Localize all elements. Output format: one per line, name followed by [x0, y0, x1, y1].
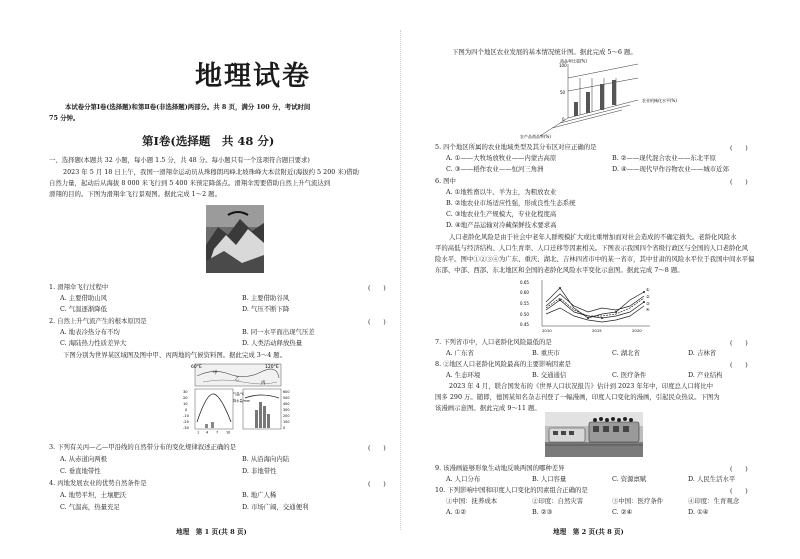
- passage-4-line2: 平的高低与经济结构、人口生育率、人口迁移等因素相关。下图表示我国四个省级行政区与全国的人口老龄化风: [435, 244, 749, 252]
- q10-option-a: A. ①②: [446, 508, 467, 516]
- q10-option-c: C. ②④: [612, 508, 633, 516]
- question-10: 10. 下列影响中国和印度人口变化的因素组合正确的是: [435, 486, 588, 494]
- y-right-0: 0: [283, 426, 286, 430]
- tick-100: 100: [559, 63, 567, 68]
- y-left-0: 0: [185, 408, 188, 412]
- question-9: 9. 该漫画能够形象生动地反映两国的哪种差异: [435, 464, 565, 472]
- q2-option-a: A. 地表冷热分布不均: [60, 328, 120, 336]
- map-city-jia: 甲: [213, 371, 218, 376]
- ytick-065: 0.65: [520, 280, 529, 285]
- y-right-100: 100: [283, 420, 290, 424]
- q6-option-d: D. ④地产品运输对冷藏保鲜技术要求高: [446, 221, 557, 229]
- exam-intro-line2: 75 分钟。: [49, 114, 80, 122]
- q1-option-d: D. 气压不断下降: [242, 305, 290, 313]
- page-divider: [400, 30, 401, 530]
- line-tag-4: ④: [646, 307, 650, 312]
- answer-paren-4: ( ): [368, 480, 386, 488]
- y-left-10: 10: [183, 402, 188, 406]
- answer-paren-1: ( ): [368, 284, 386, 292]
- tick-0: 0: [562, 117, 565, 122]
- passage-5-line2: 国多 290 万。随即，德国某知名杂志刊登了一幅漫画，印度人口变化的漫画，引起民众热议。下图为: [435, 393, 720, 401]
- part1-heading: 第Ⅰ卷(选择题 共 48 分): [142, 134, 275, 148]
- q10-statement-2: ②印度：自然灾害: [532, 497, 584, 505]
- right-footer: 地理 第 2 页(共 8 页): [553, 528, 624, 536]
- passage-2: 下图分别为世界某区域图及图中甲、丙两地的气候资料图。据此完成 3～4 题。: [63, 351, 287, 359]
- question-7: 7. 下列省市中，人口老龄化风险最低的是: [435, 338, 552, 346]
- x-month-4: 4: [206, 430, 209, 434]
- region-map-figure: [183, 362, 293, 434]
- ytick-055: 0.55: [520, 301, 529, 306]
- q4-option-a: A. 地势平坦，土壤肥沃: [60, 491, 127, 499]
- answer-paren-10: ( ): [730, 487, 748, 495]
- question-6: 6. 图中: [435, 177, 456, 185]
- ytick-045: 0.45: [520, 322, 529, 327]
- q3-option-b: B. 从沿海向内陆: [242, 455, 290, 463]
- y-right-600: 600: [283, 390, 290, 394]
- x-month-10: 10: [226, 430, 231, 434]
- ageing-risk-line-chart: [520, 278, 658, 334]
- xtick-2010: 2010: [542, 328, 552, 333]
- answer-paren-8: ( ): [730, 361, 748, 369]
- line-tag-2: ②: [646, 294, 650, 299]
- passage-4-line1: 人口老龄化风险是由于社会中老年人群规模扩大或比重增加而对社会造成的不确定损失。老龄化风险水: [449, 233, 737, 241]
- passage-5-line1: 2023 年 4 月，联合国发布的《世界人口状况报告》估计到 2023 年年中，印度总人口将比中: [449, 382, 714, 390]
- q7-option-a: A. 广东省: [446, 349, 474, 357]
- passage-1-line2: 自然力量，起动后从海拔 8 000 米飞行到 5 400 米预定降落点。滑翔伞需要借助自然上升气流达到: [49, 179, 331, 187]
- y-right-300: 300: [283, 408, 290, 412]
- xtick-2020: 2020: [632, 328, 642, 333]
- question-3: 3. 下列有关丙—乙—甲沿线的自然带分布的变化规律叙述正确的是: [49, 443, 237, 451]
- map-lon2: 120°E: [265, 365, 279, 370]
- question-5: 5. 四个地区所属的农业地域类型及其分布区对应正确的是: [435, 143, 597, 151]
- tick-50: 50: [560, 90, 566, 95]
- q6-option-a: A. ①地牲畜以牛、羊为主，为粗放农业: [446, 188, 557, 196]
- q10-option-d: D. ①④: [688, 508, 709, 516]
- answer-paren-2: ( ): [368, 318, 386, 326]
- x-month-1: 1: [197, 430, 200, 434]
- y-left-20: 20: [183, 396, 188, 400]
- temp-label: 气温/℃: [233, 392, 245, 396]
- section1-heading: 一、选择题(本题共 32 小题，每小题 1.5 分，共 48 分。每小题只有一个选项符合题目要求): [49, 156, 310, 164]
- q1-option-c: C. 气温逐渐降低: [60, 305, 108, 313]
- q9-option-a: A. 人口分布: [446, 475, 481, 483]
- q4-option-c: C. 气温高，热量充足: [60, 503, 120, 511]
- y-left-n20: -20: [183, 420, 189, 424]
- q8-option-a: A. 生态环境: [446, 371, 481, 379]
- q5-option-d: D. ④——现代早作谷物农业——城市近郊: [612, 165, 729, 173]
- q2-option-d: D. 人类活动释放热量: [242, 339, 303, 347]
- y-right-500: 500: [283, 396, 290, 400]
- answer-paren-5: ( ): [730, 144, 748, 152]
- question-4: 4. 丙地发展农业的优势自然条件是: [49, 479, 147, 487]
- precip-label: 降水量/mm: [233, 399, 250, 403]
- passage-3: 下图为四个地区农业发展的基本情况统计图。据此完成 5～6 题。: [452, 48, 637, 56]
- y-left-n30: -30: [183, 426, 189, 430]
- x-month-7: 7: [216, 430, 219, 434]
- question-8: 8. ②地区人口老龄化风险最高的主要影响因素是: [435, 360, 571, 368]
- agriculture-3d-chart: [520, 58, 695, 140]
- q9-option-b: B. 人口容量: [532, 475, 567, 483]
- q10-statement-3: ③中国：医疗条件: [612, 497, 664, 505]
- q7-option-d: D. 吉林省: [688, 349, 717, 357]
- passage-1-line3: 滑翔的目的。下图为滑翔伞飞行景观图。据此完成 1～2 题。: [49, 190, 221, 198]
- exam-intro-line1: 本试卷分第Ⅰ卷(选择题)和第Ⅱ卷(非选择题)两部分。共 8 页，满分 100 分，考试时间: [65, 103, 311, 111]
- xtick-2015: 2015: [592, 328, 602, 333]
- answer-paren-6: ( ): [730, 178, 748, 186]
- q3-option-d: D. 非地带性: [242, 467, 277, 475]
- paraglider-photo: [206, 205, 264, 273]
- q10-option-b: B. ②③: [532, 508, 553, 516]
- ytick-050: 0.50: [520, 312, 529, 317]
- q4-option-b: B. 地广人稀: [242, 491, 277, 499]
- ytick-060: 0.60: [520, 290, 529, 295]
- y-left-n10: -10: [183, 414, 189, 418]
- page-title: 地理试卷: [195, 61, 311, 92]
- question-2: 2. 自然上升气流产生的根本原因是: [49, 317, 147, 325]
- q3-option-a: A. 从赤道向两极: [60, 455, 108, 463]
- axis-label-2: 农业机械化水平(%): [642, 98, 677, 103]
- q6-option-c: C. ③地农业生产规模大，专业化程度高: [446, 210, 557, 218]
- q8-option-c: C. 医疗条件: [612, 371, 647, 379]
- q7-option-c: C. 湖北省: [612, 349, 640, 357]
- y-right-400: 400: [283, 402, 290, 406]
- q5-option-c: C. ③——稻作农业——恒河三角洲: [446, 165, 544, 173]
- axis-label-1: 商品率比重(%): [560, 58, 587, 64]
- passage-4-line4: 东部、中部、西部、东北地区和全国的老龄化风险水平变化示意图。据此完成 7～8 题。: [435, 266, 684, 274]
- q2-option-b: B. 同一水平面出现气压差: [242, 328, 315, 336]
- passage-5-line3: 该漫画示意图。据此完成 9～11 题。: [435, 404, 541, 412]
- map-city-yi: 乙: [235, 377, 240, 382]
- question-1: 1. 滑翔伞飞行过程中: [49, 283, 109, 291]
- q1-option-a: A. 主要借助山风: [60, 294, 108, 302]
- answer-paren-7: ( ): [730, 339, 748, 347]
- q9-option-d: D. 人民生活水平: [688, 475, 736, 483]
- passage-4-line3: 险水平。图中①②③④为广东、重庆、湖北、吉林四省市中的某一省市，其中甘肃的风险水平位于我国中间水平偏: [435, 255, 755, 263]
- line-tag-1: ①: [646, 287, 650, 292]
- y-left-30: 30: [183, 390, 188, 394]
- q3-option-c: C. 垂直地带性: [60, 467, 101, 475]
- axis-label-3: 农产品商品率(%): [520, 134, 551, 139]
- q2-option-c: C. 海陆热力性质差异大: [60, 339, 127, 347]
- q1-option-b: B. 主要借助谷风: [242, 294, 290, 302]
- q6-option-b: B. ②地农业市场适应性强，形成良性生态系统: [446, 199, 576, 207]
- q9-option-c: C. 资源禀赋: [612, 475, 647, 483]
- q8-option-d: D. 产业结构: [688, 371, 723, 379]
- map-lon1: 60°E: [191, 365, 202, 370]
- q10-statement-1: ①中国：抚养成本: [446, 497, 498, 505]
- q8-option-b: B. 交通通信: [532, 371, 567, 379]
- population-cartoon-image: [545, 412, 643, 457]
- left-footer: 地理 第 1 页(共 8 页): [176, 528, 247, 536]
- answer-paren-3: ( ): [368, 444, 386, 452]
- q5-option-a: A. ①——大牧场放牧业——内蒙古高原: [446, 154, 557, 162]
- q4-option-d: D. 市场广阔，交通便利: [242, 503, 309, 511]
- q5-option-b: B. ②——现代混合农业——东北平原: [612, 154, 716, 162]
- y-right-200: 200: [283, 414, 290, 418]
- q10-statement-4: ④印度：生育观念: [688, 497, 740, 505]
- passage-1-line1: 2023 年 5 月 18 日上午，我国一滑翔伞运动员从珠穆朗玛峰北坡珠峰大本营附近(海拔约 5 200 米)借助: [63, 168, 360, 176]
- q7-option-b: B. 重庆市: [532, 349, 560, 357]
- answer-paren-9: ( ): [730, 465, 748, 473]
- map-city-bing: 丙: [261, 381, 266, 386]
- line-tag-3: ③: [646, 301, 650, 306]
